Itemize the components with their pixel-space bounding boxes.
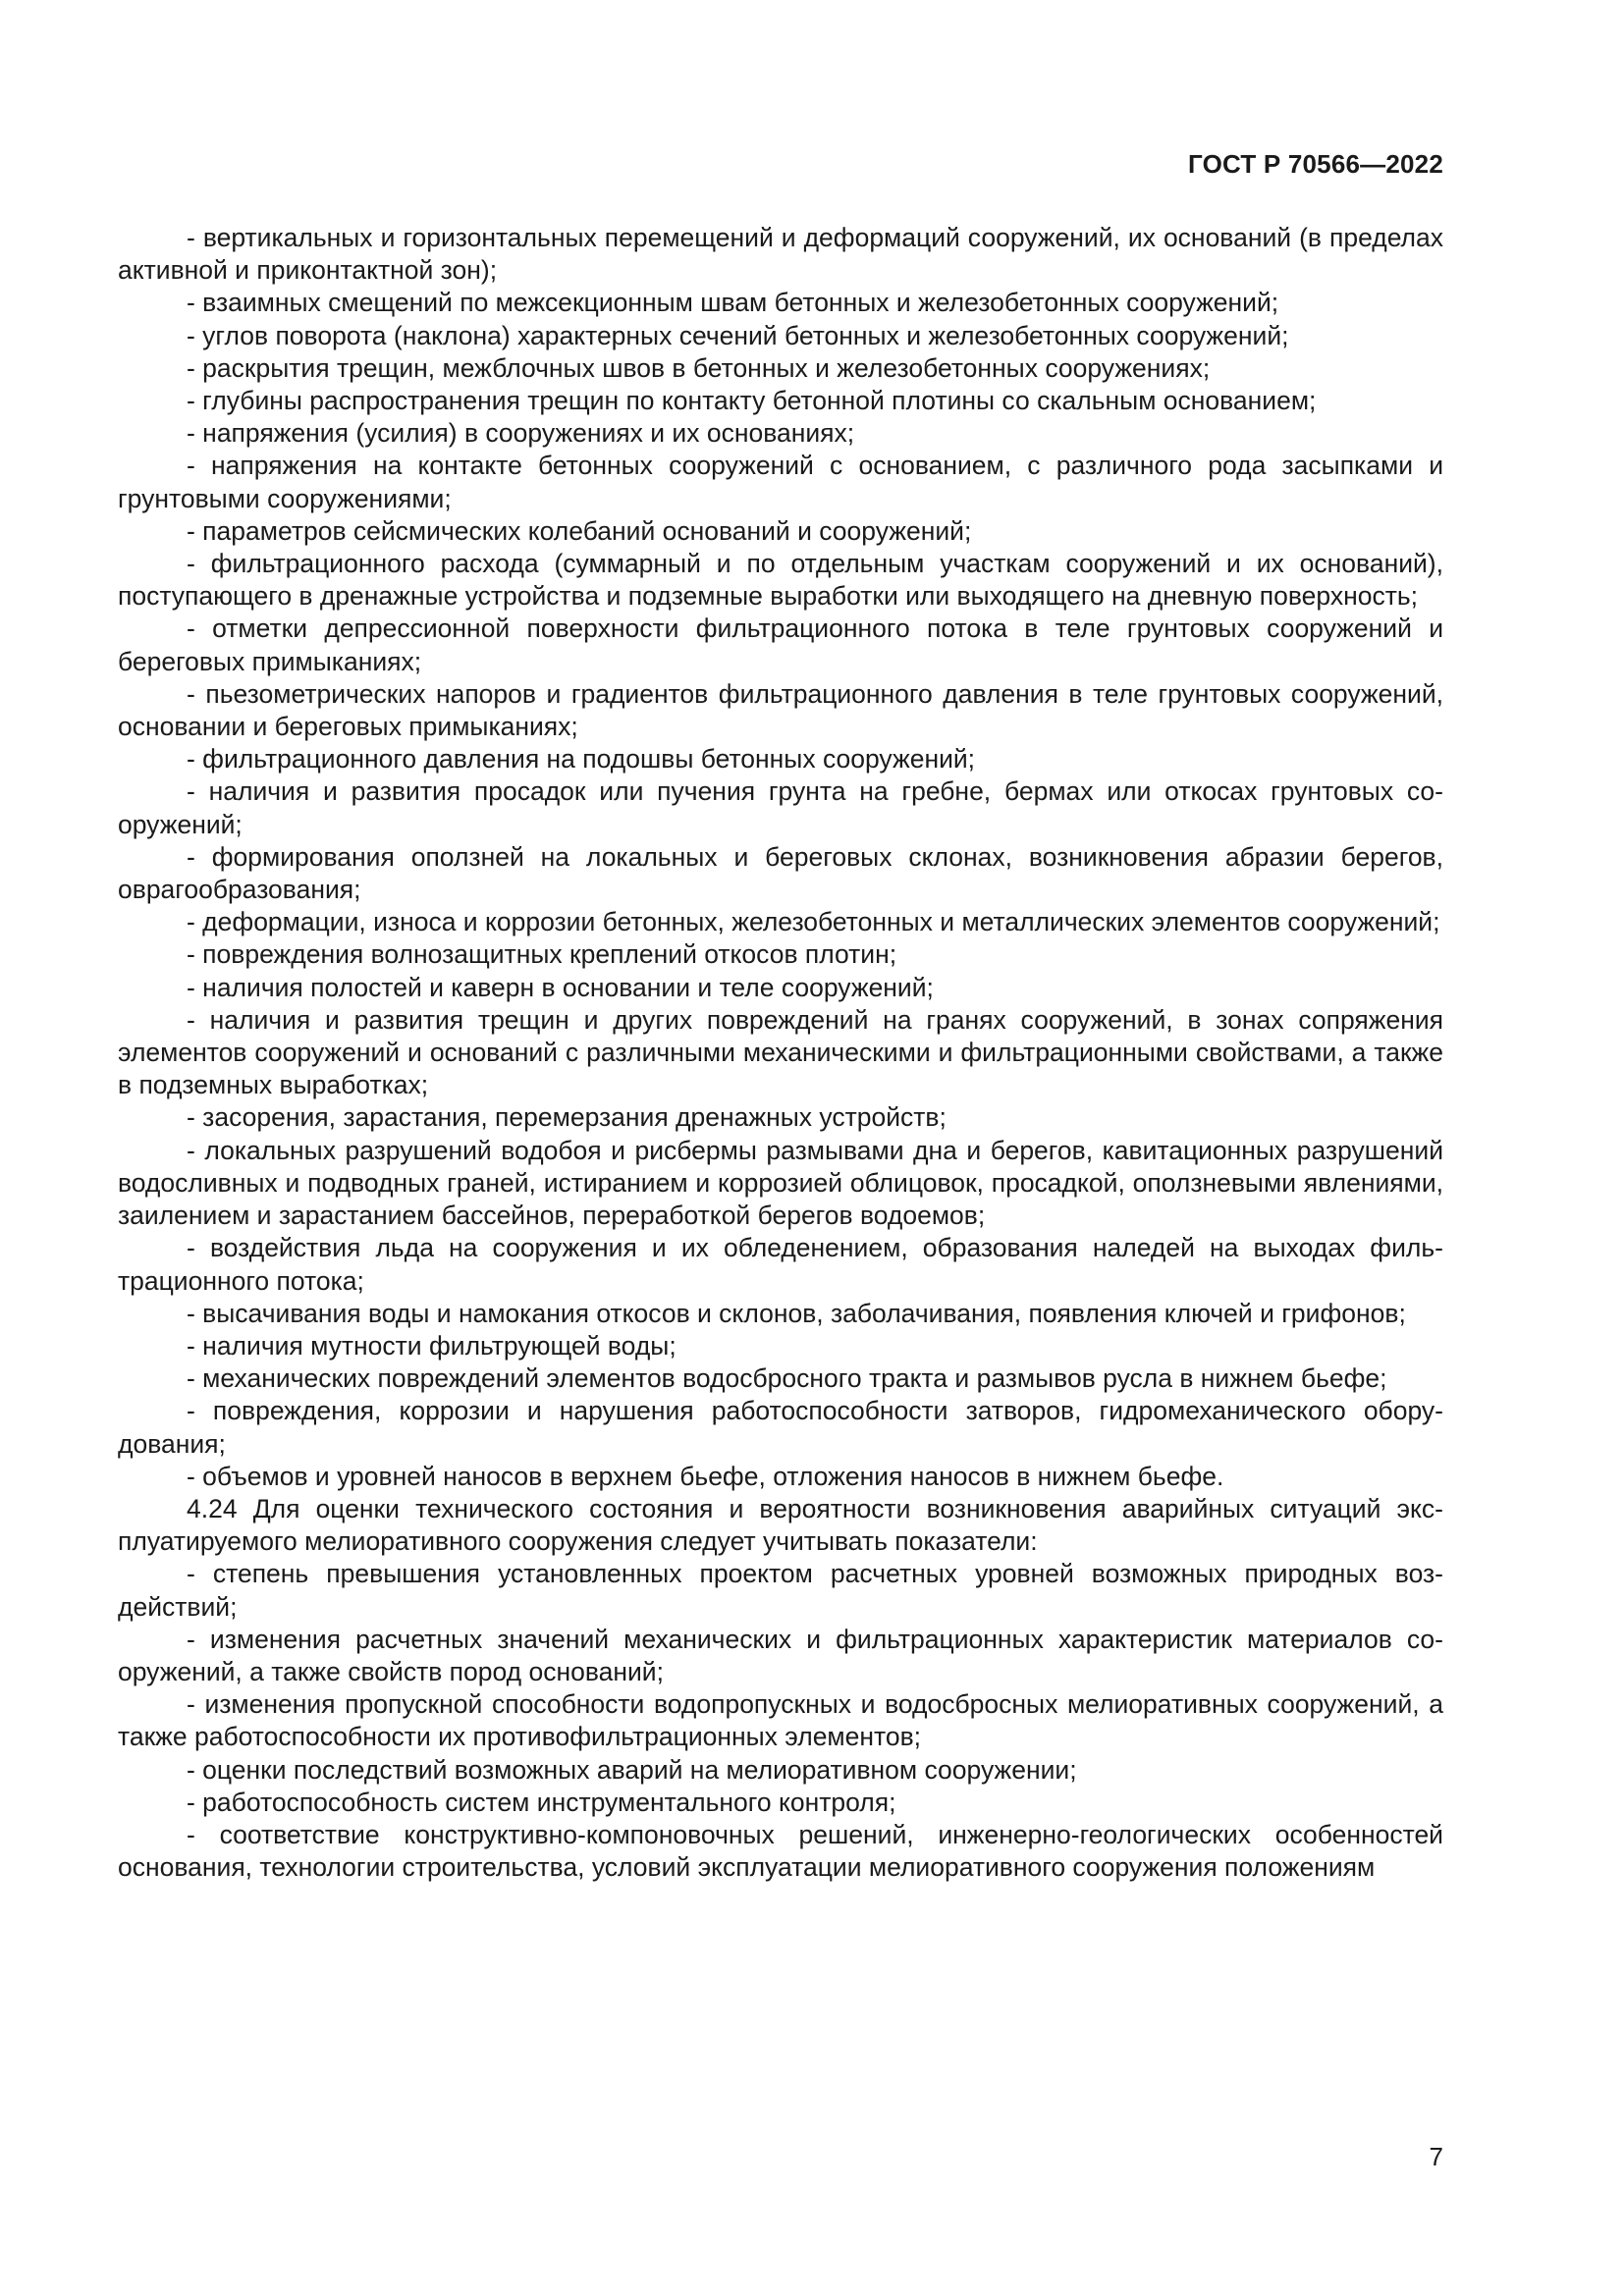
paragraph: - фильтрационного давления на подошвы бетонных сооружений;: [187, 744, 976, 774]
paragraph: - напряжения (усилия) в сооружениях и их основаниях;: [187, 418, 855, 449]
document-standard-id: ГОСТ Р 70566—2022: [1188, 149, 1443, 179]
paragraph: - вертикальных и горизонтальных перемещений и деформаций сооружений, их оснований (в пределах активной и приконтактной зон);: [118, 223, 1443, 286]
paragraph: - параметров сейсмических колебаний оснований и сооружений;: [187, 515, 972, 546]
paragraph: - засорения, зарастания, перемерзания дренажных устройств;: [187, 1102, 947, 1133]
paragraph: - наличия и развития трещин и других повреждений на гранях сооружений, в зонах сопряжения элементов сооружений и оснований с различными механическими и фильтрационными свойствами, а также в подземных выработках;: [118, 1004, 1443, 1100]
paragraph: - объемов и уровней наносов в верхнем бьефе, отложения наносов в нижнем бьефе.: [187, 1461, 1224, 1491]
paragraph: - высачивания воды и намокания откосов и склонов, заболачивания, появления ключей и грифонов;: [187, 1298, 1406, 1328]
paragraph: - отметки депрессионной поверхности фильтрационного потока в теле грунтовых сооружений и береговых примыканиях;: [118, 614, 1443, 676]
paragraph: - раскрытия трещин, межблочных швов в бетонных и железобетонных сооружениях;: [187, 352, 1211, 383]
paragraph: - воздействия льда на сооружения и их обледенением, образования наледей на выходах фильтрационного потока;: [118, 1233, 1443, 1296]
paragraph: - локальных разрушений водобоя и рисбермы размывами дна и берегов, кавитационных разрушений водосливных и подводных граней, истиранием и коррозией облицовок, просадкой, оползневыми явлениями, заилением и зарастанием бассейнов, переработкой берегов водоемов;: [118, 1135, 1443, 1231]
paragraph: - наличия мутности фильтрующей воды;: [187, 1330, 677, 1361]
paragraph: - напряжения на контакте бетонных сооружений с основанием, с различного рода засыпками и грунтовыми сооружениями;: [118, 451, 1443, 513]
page-number: 7: [1429, 2142, 1443, 2171]
paragraph: - механических повреждений элементов водосбросного тракта и размывов русла в нижнем бьефе;: [187, 1363, 1387, 1394]
paragraph: - пьезометрических напоров и градиентов фильтрационного давления в теле грунтовых сооружений, основании и береговых примыканиях;: [118, 678, 1443, 742]
paragraph: - формирования оползней на локальных и береговых склонах, возникновения абразии берегов, оврагообразования;: [118, 841, 1443, 905]
paragraph: - глубины распространения трещин по контакту бетонной плотины со скальным основанием;: [187, 386, 1317, 416]
paragraph: - наличия и развития просадок или пучения грунта на гребне, бермах или откосах грунтовых сооружений;: [118, 776, 1443, 839]
paragraph: - углов поворота (наклона) характерных сечений бетонных и железобетонных сооружений;: [187, 320, 1289, 350]
paragraph: - работоспособность систем инструментального контроля;: [187, 1787, 896, 1817]
paragraph: - деформации, износа и коррозии бетонных, железобетонных и металлических элементов сооружений;: [187, 907, 1440, 937]
paragraph: - наличия полостей и каверн в основании и теле сооружений;: [187, 972, 934, 1002]
paragraph: - повреждения волнозащитных креплений откосов плотин;: [187, 939, 897, 970]
paragraph: - взаимных смещений по межсекционным швам бетонных и железобетонных сооружений;: [187, 288, 1279, 318]
document-body: [118, 222, 1443, 1884]
paragraph: - изменения пропускной способности водопропускных и водосбросных мелиоративных сооружений, а также работоспособности их противофильтрационных элементов;: [118, 1689, 1443, 1752]
paragraph: - фильтрационного расхода (суммарный и по отдельным участкам сооружений и их оснований), поступающего в дренажные устройства и подземные выработки или выходящего на дневную поверхность;: [118, 549, 1443, 612]
paragraph: - изменения расчетных значений механических и фильтрационных характеристик материалов сооружений, а также свойств пород оснований;: [118, 1624, 1443, 1686]
paragraph: - степень превышения установленных проектом расчетных уровней возможных природных воздействий;: [118, 1559, 1443, 1622]
paragraph: - повреждения, коррозии и нарушения работоспособности затворов, гидромеханического оборудования;: [118, 1396, 1443, 1459]
paragraph: - соответствие конструктивно-компоновочных решений, инженерно-геологических особенностей основания, технологии строительства, условий эксплуатации мелиоративного сооружения положениям: [118, 1819, 1443, 1883]
section-4-24-paragraph: 4.24 Для оценки технического состояния и вероятности возникновения аварийных ситуаций эксплуатируемого мелиоративного сооружения следует учитывать показатели:: [118, 1493, 1443, 1557]
paragraph: - оценки последствий возможных аварий на мелиоративном сооружении;: [187, 1754, 1077, 1785]
